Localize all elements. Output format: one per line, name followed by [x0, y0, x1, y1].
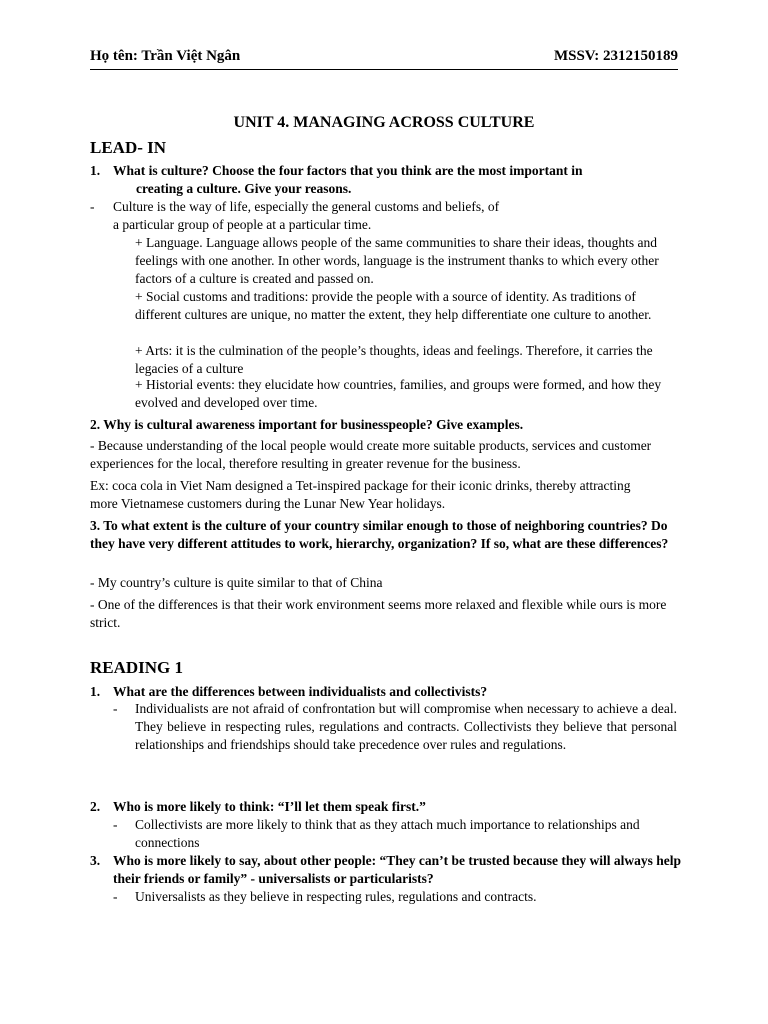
leadin-heading: LEAD- IN [90, 138, 167, 157]
question-number: 1. [90, 684, 101, 699]
answer-text: Universalists as they believe in respecting rules, regulations and contracts. [135, 889, 537, 904]
question-text: Who is more likely to think: “I’ll let them speak first.” [113, 799, 426, 814]
answer-3b: - One of the differences is that their work environment seems more relaxed and flexible while ours is more strict. [90, 597, 667, 630]
answer-2: - Because understanding of the local people would create more suitable products, services and customer experiences for the local, therefore resulting in greater revenue for the business. [90, 438, 652, 471]
answer-text: Individualists are not afraid of confrontation but will compromise when necessary to achieve a deal. They believe in respecting rules, regulations and contracts. Collectivists they believe that personal relationships and friendships should take precedence over rules and regulations. [135, 701, 677, 752]
factor-arts: + Arts: it is the culmination of the people’s thoughts, ideas and feelings. Therefore, it carries the legacies of a culture [135, 343, 653, 376]
bullet-dash: - [113, 817, 118, 832]
answer-3a: - My country’s culture is quite similar to that of China [90, 575, 383, 590]
question-number: 3. [90, 853, 101, 868]
reading1-heading: READING 1 [90, 658, 184, 677]
factor-history: + Historial events: they elucidate how countries, families, and groups were formed, and how they evolved and developed over time. [135, 377, 662, 410]
answer-text-cont: a particular group of people at a particular time. [113, 217, 372, 232]
bullet-dash: - [113, 889, 118, 904]
question-2: 2. Why is cultural awareness important for businesspeople? Give examples. [90, 417, 524, 432]
factor-language: + Language. Language allows people of the same communities to share their ideas, thoughts and feelings with one another. In other words, language is the instrument thanks to which every other factors of a culture is created and passed on. [135, 235, 659, 286]
question-text-cont: creating a culture. Give your reasons. [136, 181, 352, 196]
unit-title: UNIT 4. MANAGING ACROSS CULTURE [233, 114, 535, 131]
page-header [90, 46, 678, 70]
student-id: MSSV: 2312150189 [553, 48, 678, 64]
question-text: What is culture? Choose the four factors that you think are the most important in [113, 163, 583, 178]
question-3: 3. To what extent is the culture of your country similar enough to those of neighboring countries? Do they have very different attitudes to work, hierarchy, organization? If so, what are these differences? [90, 518, 669, 551]
question-number: 2. [90, 799, 101, 814]
bullet-dash: - [113, 701, 118, 716]
question-text: Who is more likely to say, about other people: “They can’t be trusted because they will always help their friends or family” - universalists or particularists? [113, 853, 682, 886]
student-name: Họ tên: Trần Việt Ngân [90, 48, 241, 64]
factor-customs: + Social customs and traditions: provide the people with a source of identity. As traditions of different cultures are unique, no matter the extent, they help differentiate one culture to another. [135, 289, 652, 322]
answer-text: Collectivists are more likely to think that as they attach much importance to relationships and connections [135, 817, 640, 850]
example-2: Ex: coca cola in Viet Nam designed a Tet-inspired package for their iconic drinks, thereby attracting more Vietnamese customers during the Lunar New Year holidays. [90, 478, 631, 511]
question-text: What are the differences between individualists and collectivists? [113, 684, 488, 699]
answer-text: Culture is the way of life, especially the general customs and beliefs, of [113, 199, 500, 214]
question-number: 1. [90, 163, 101, 178]
bullet-dash: - [90, 199, 95, 214]
